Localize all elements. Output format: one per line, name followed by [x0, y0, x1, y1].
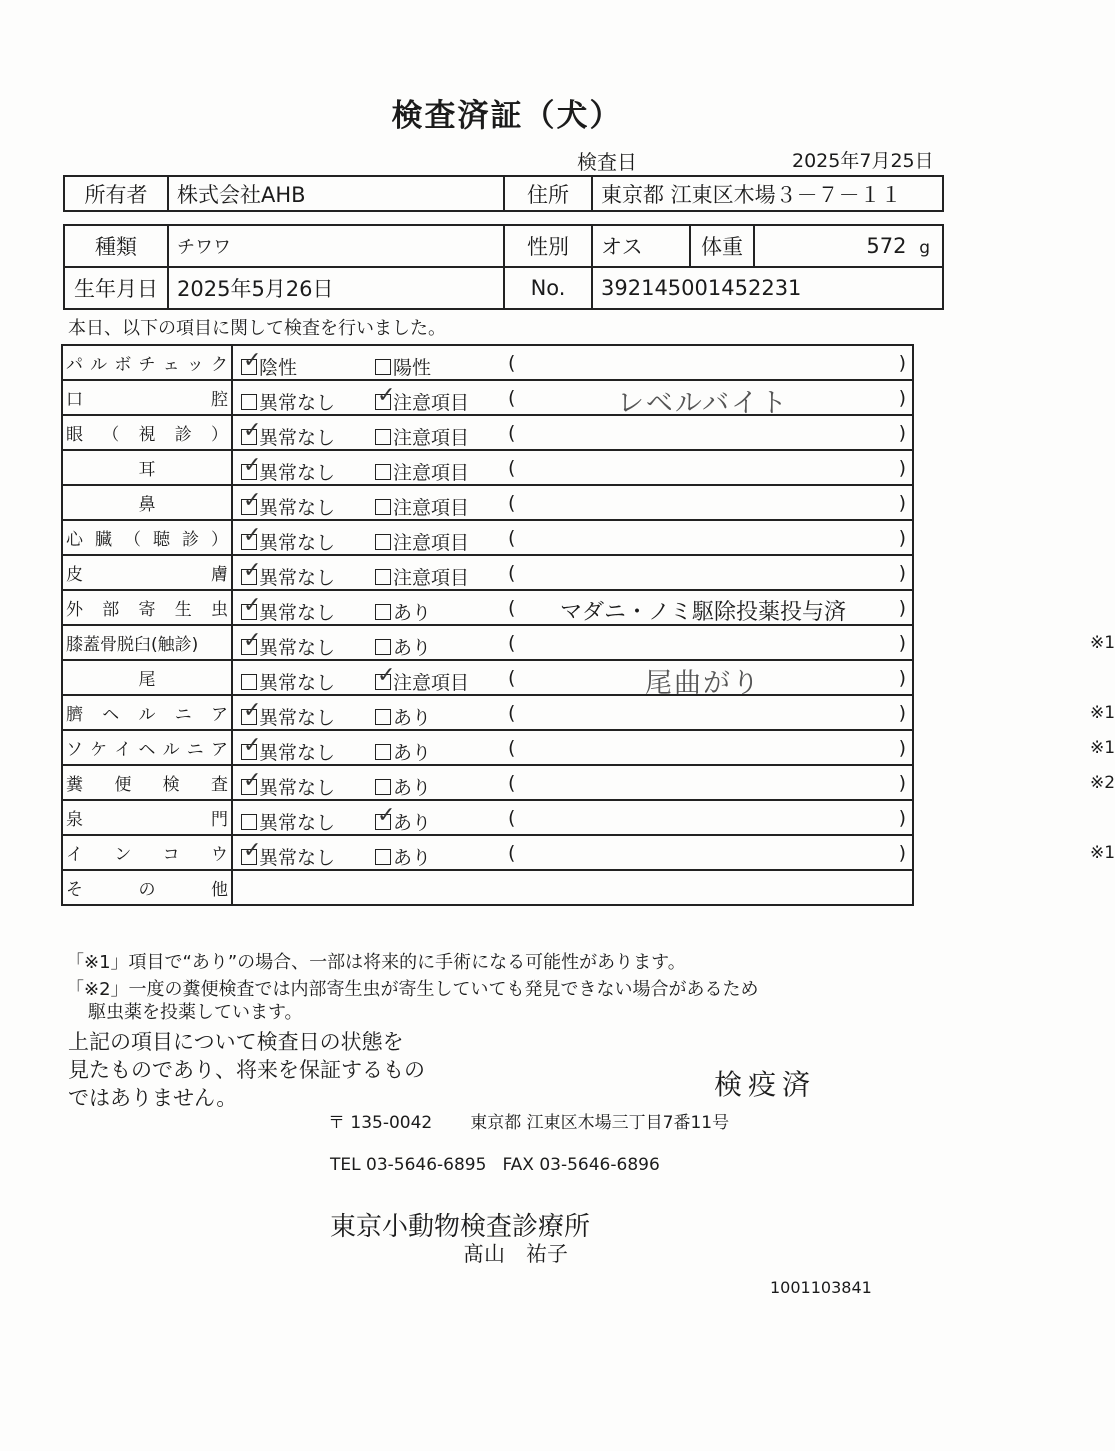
exam-option	[241, 353, 297, 380]
option-label: 注意項目	[393, 672, 470, 694]
exam-option	[241, 668, 335, 695]
intro-text: 本日、以下の項目に関して検査を行いました。	[68, 318, 446, 339]
exam-row	[62, 625, 913, 660]
checked-box-icon	[241, 464, 257, 480]
option-label: 注意項目	[393, 497, 470, 519]
other-label	[62, 870, 232, 905]
exam-option	[375, 493, 469, 520]
exam-option	[241, 773, 335, 800]
exam-item-label	[62, 835, 232, 870]
note-close-paren: )	[898, 807, 906, 829]
exam-option	[241, 633, 335, 660]
option-label: 異常なし	[259, 532, 336, 554]
option-label: 異常なし	[259, 812, 336, 834]
exam-result	[232, 345, 913, 380]
exam-row-other	[62, 870, 913, 905]
checkbox-icon	[375, 604, 391, 620]
exam-item-name: 臍 ヘ ル ニ ア	[66, 705, 228, 725]
breed-label: 種類	[64, 225, 168, 267]
exam-item-name: 心 臓 （ 聴 診 ）	[66, 530, 228, 550]
footnote-mark: ※1	[1090, 738, 1115, 758]
exam-option	[375, 563, 469, 590]
option-label: 異常なし	[259, 392, 336, 414]
exam-item-label	[62, 520, 232, 555]
checked-box-icon	[241, 709, 257, 725]
checked-box-icon	[241, 779, 257, 795]
note-close-paren: )	[898, 352, 906, 374]
birth-value: 2025年5月26日	[168, 267, 504, 309]
exam-row	[62, 730, 913, 765]
exam-date-label: 検査日	[577, 150, 637, 174]
option-label: 異常なし	[259, 637, 336, 659]
note-open-paren: (	[508, 772, 516, 794]
exam-item-name: 眼 （ 視 診 ）	[66, 425, 228, 445]
exam-row	[62, 590, 913, 625]
option-label: あり	[393, 637, 432, 659]
exam-result	[232, 415, 913, 450]
exam-item-name: パ ル ボ チ ェ ッ ク	[66, 355, 228, 375]
exam-row	[62, 485, 913, 520]
weight-value: 572	[866, 234, 907, 258]
exam-option	[241, 458, 335, 485]
note-close-paren: )	[898, 632, 906, 654]
footnote-2: 「※2」一度の糞便検査では内部寄生虫が寄生していても発見できない場合があるため	[66, 979, 759, 1000]
checkbox-icon	[241, 394, 257, 410]
option-label: 異常なし	[259, 567, 336, 589]
exam-item-name: 皮 膚	[66, 565, 228, 585]
note-open-paren: (	[508, 807, 516, 829]
exam-item-name: 外 部 寄 生 虫	[66, 600, 228, 620]
exam-item-label	[62, 765, 232, 800]
note-open-paren: (	[508, 352, 516, 374]
exam-option	[241, 493, 335, 520]
exam-row	[62, 450, 913, 485]
option-label: 異常なし	[259, 777, 336, 799]
exam-row	[62, 835, 913, 870]
postal-code: 〒 135-0042	[328, 1113, 433, 1133]
option-label: 異常なし	[259, 847, 336, 869]
exam-note: 尾曲がり	[645, 668, 761, 699]
exam-row	[62, 695, 913, 730]
exam-item-name: 口 腔	[66, 390, 228, 410]
weight-cell	[754, 225, 943, 267]
exam-item-label	[62, 345, 232, 380]
checked-box-icon	[241, 639, 257, 655]
option-label: 異常なし	[259, 427, 336, 449]
checkbox-icon	[375, 499, 391, 515]
exam-option	[375, 423, 469, 450]
checked-box-icon	[241, 604, 257, 620]
note-open-paren: (	[508, 562, 516, 584]
exam-date-value: 2025年7月25日	[792, 150, 934, 172]
option-label: 異常なし	[259, 497, 336, 519]
other-content	[232, 870, 913, 905]
telephone: TEL 03-5646-6895	[330, 1155, 487, 1175]
exam-item-label	[62, 730, 232, 765]
exam-option	[375, 353, 431, 380]
checked-box-icon	[241, 744, 257, 760]
note-close-paren: )	[898, 492, 906, 514]
option-label: あり	[393, 812, 432, 834]
checkbox-icon	[375, 779, 391, 795]
exam-row	[62, 800, 913, 835]
note-close-paren: )	[898, 457, 906, 479]
note-close-paren: )	[898, 702, 906, 724]
owner-value: 株式会社AHB	[168, 176, 504, 211]
clinic-contact	[330, 1155, 660, 1175]
option-label: 注意項目	[393, 462, 470, 484]
footnote-mark: ※2	[1090, 773, 1115, 793]
breed-value: チワワ	[168, 225, 504, 267]
option-label: 異常なし	[259, 707, 336, 729]
exam-result	[232, 660, 913, 699]
option-label: あり	[393, 602, 432, 624]
option-label: 注意項目	[393, 392, 470, 414]
no-value: 392145001452231	[592, 267, 943, 309]
exam-option	[241, 388, 335, 415]
exam-option	[241, 563, 335, 590]
sex-value: オス	[592, 225, 690, 267]
exam-item-label	[62, 380, 232, 415]
checked-box-icon	[375, 394, 391, 410]
owner-table	[63, 175, 944, 212]
exam-option	[375, 808, 431, 835]
option-label: あり	[393, 847, 432, 869]
exam-option	[375, 598, 431, 625]
exam-item-label	[62, 695, 232, 730]
exam-item-label	[62, 590, 232, 625]
option-label: 異常なし	[259, 742, 336, 764]
note-open-paren: (	[508, 667, 516, 689]
option-label: あり	[393, 742, 432, 764]
exam-item-label	[62, 660, 232, 695]
exam-row	[62, 380, 913, 415]
note-open-paren: (	[508, 737, 516, 759]
note-close-paren: )	[898, 667, 906, 689]
exam-option	[241, 528, 335, 555]
checked-box-icon	[241, 359, 257, 375]
disclaimer-line: 上記の項目について検査日の状態を	[68, 1030, 404, 1054]
note-close-paren: )	[898, 597, 906, 619]
other-label-text: そ の 他	[66, 880, 228, 900]
disclaimer-line: ではありません。	[68, 1086, 238, 1110]
checkbox-icon	[375, 709, 391, 725]
note-open-paren: (	[508, 527, 516, 549]
birth-label: 生年月日	[64, 267, 168, 309]
note-open-paren: (	[508, 632, 516, 654]
exam-option	[241, 703, 335, 730]
checkbox-icon	[375, 639, 391, 655]
option-label: 陽性	[393, 357, 432, 379]
exam-item-name: イ ン コ ウ	[66, 845, 228, 865]
exam-option	[375, 458, 469, 485]
document-title: 検査済証（犬）	[391, 98, 623, 134]
note-open-paren: (	[508, 422, 516, 444]
exam-row	[62, 415, 913, 450]
note-close-paren: )	[898, 422, 906, 444]
option-label: 異常なし	[259, 672, 336, 694]
option-label: あり	[393, 707, 432, 729]
option-label: あり	[393, 777, 432, 799]
option-label: 注意項目	[393, 427, 470, 449]
fax: FAX 03-5646-6896	[502, 1155, 660, 1175]
exam-result	[232, 380, 913, 419]
footnote-2-continued: 駆虫薬を投薬しています。	[88, 1002, 303, 1023]
exam-result	[232, 730, 1115, 765]
exam-item-label	[62, 625, 232, 660]
exam-item-name: ソ ケ イ ヘ ル ニ ア	[66, 740, 228, 760]
footnote-mark: ※1	[1090, 633, 1115, 653]
checkbox-icon	[375, 359, 391, 375]
weight-label: 体重	[690, 225, 754, 267]
exam-item-label	[62, 555, 232, 590]
checked-box-icon	[241, 849, 257, 865]
note-close-paren: )	[898, 737, 906, 759]
exam-item-name: 膝蓋骨脱臼(触診)	[66, 635, 199, 655]
checked-box-icon	[241, 569, 257, 585]
exam-item-label	[62, 415, 232, 450]
exam-option	[241, 598, 335, 625]
exam-option	[375, 843, 431, 870]
note-open-paren: (	[508, 597, 516, 619]
exam-option	[241, 423, 335, 450]
exam-result	[232, 590, 913, 625]
owner-label: 所有者	[64, 176, 168, 211]
disclaimer-line: 見たものであり、将来を保証するもの	[68, 1058, 425, 1082]
checkbox-icon	[241, 814, 257, 830]
clinic-address	[328, 1108, 729, 1133]
checked-box-icon	[241, 534, 257, 550]
disclaimer	[68, 1028, 425, 1112]
exam-result	[232, 835, 1115, 870]
note-open-paren: (	[508, 492, 516, 514]
footnote-mark: ※1	[1090, 703, 1115, 723]
exam-option	[375, 773, 431, 800]
exam-option	[375, 528, 469, 555]
checkbox-icon	[375, 849, 391, 865]
checkbox-icon	[375, 744, 391, 760]
option-label: 異常なし	[259, 602, 336, 624]
exam-option	[375, 633, 431, 660]
clinic-person: 髙山 祐子	[463, 1242, 568, 1266]
clinic-name: 東京小動物検査診療所	[330, 1212, 591, 1242]
checkbox-icon	[375, 534, 391, 550]
option-label: 注意項目	[393, 532, 470, 554]
exam-result	[232, 450, 913, 485]
exam-item-label	[62, 485, 232, 520]
checkbox-icon	[241, 674, 257, 690]
street-address: 東京都 江東区木場三丁目7番11号	[470, 1113, 730, 1133]
exam-option	[375, 703, 431, 730]
exam-item-name: 鼻	[138, 495, 156, 515]
quarantine-stamp: 検疫済	[714, 1068, 817, 1101]
exam-note: レベルバイト	[616, 388, 790, 419]
exam-result	[232, 800, 913, 835]
checked-box-icon	[241, 429, 257, 445]
exam-result	[232, 625, 1115, 660]
note-open-paren: (	[508, 387, 516, 409]
exam-option	[375, 668, 469, 695]
no-label: No.	[504, 267, 592, 309]
exam-item-name: 尾	[138, 670, 156, 690]
exam-option	[241, 808, 335, 835]
exam-row	[62, 765, 913, 800]
exam-item-label	[62, 450, 232, 485]
exam-row	[62, 555, 913, 590]
exam-row	[62, 660, 913, 695]
note-open-paren: (	[508, 457, 516, 479]
exam-result	[232, 555, 913, 590]
note-close-paren: )	[898, 387, 906, 409]
exam-item-name: 糞 便 検 査	[66, 775, 228, 795]
exam-item-label	[62, 800, 232, 835]
exam-result	[232, 520, 913, 555]
checkbox-icon	[375, 429, 391, 445]
weight-unit: g	[919, 238, 930, 258]
checked-box-icon	[241, 499, 257, 515]
note-close-paren: )	[898, 842, 906, 864]
address-label: 住所	[504, 176, 592, 211]
exam-option	[375, 738, 431, 765]
exam-item-name: 泉 門	[66, 810, 228, 830]
footnote-1: 「※1」項目で“あり”の場合、一部は将来的に手術になる可能性があります。	[66, 952, 686, 973]
pet-info-table	[63, 224, 944, 310]
option-label: 注意項目	[393, 567, 470, 589]
note-close-paren: )	[898, 562, 906, 584]
exam-option	[241, 843, 335, 870]
checkbox-icon	[375, 464, 391, 480]
exam-option	[241, 738, 335, 765]
note-close-paren: )	[898, 772, 906, 794]
note-open-paren: (	[508, 702, 516, 724]
note-open-paren: (	[508, 842, 516, 864]
exam-item-name: 耳	[138, 460, 156, 480]
document-number: 1001103841	[770, 1278, 872, 1297]
footnote-mark: ※1	[1090, 843, 1115, 863]
exam-row	[62, 520, 913, 555]
exam-result	[232, 485, 913, 520]
exam-table	[61, 344, 1115, 906]
exam-option	[375, 388, 469, 415]
sex-label: 性別	[504, 225, 592, 267]
option-label: 異常なし	[259, 462, 336, 484]
exam-note: マダニ・ノミ駆除投薬投与済	[559, 600, 846, 625]
checkbox-icon	[375, 569, 391, 585]
exam-result	[232, 765, 1115, 800]
note-close-paren: )	[898, 527, 906, 549]
option-label: 陰性	[259, 357, 298, 379]
checked-box-icon	[375, 814, 391, 830]
address-value: 東京都 江東区木場３－７－１１	[592, 176, 943, 211]
exam-result	[232, 695, 1115, 730]
checked-box-icon	[375, 674, 391, 690]
exam-row	[62, 345, 913, 380]
